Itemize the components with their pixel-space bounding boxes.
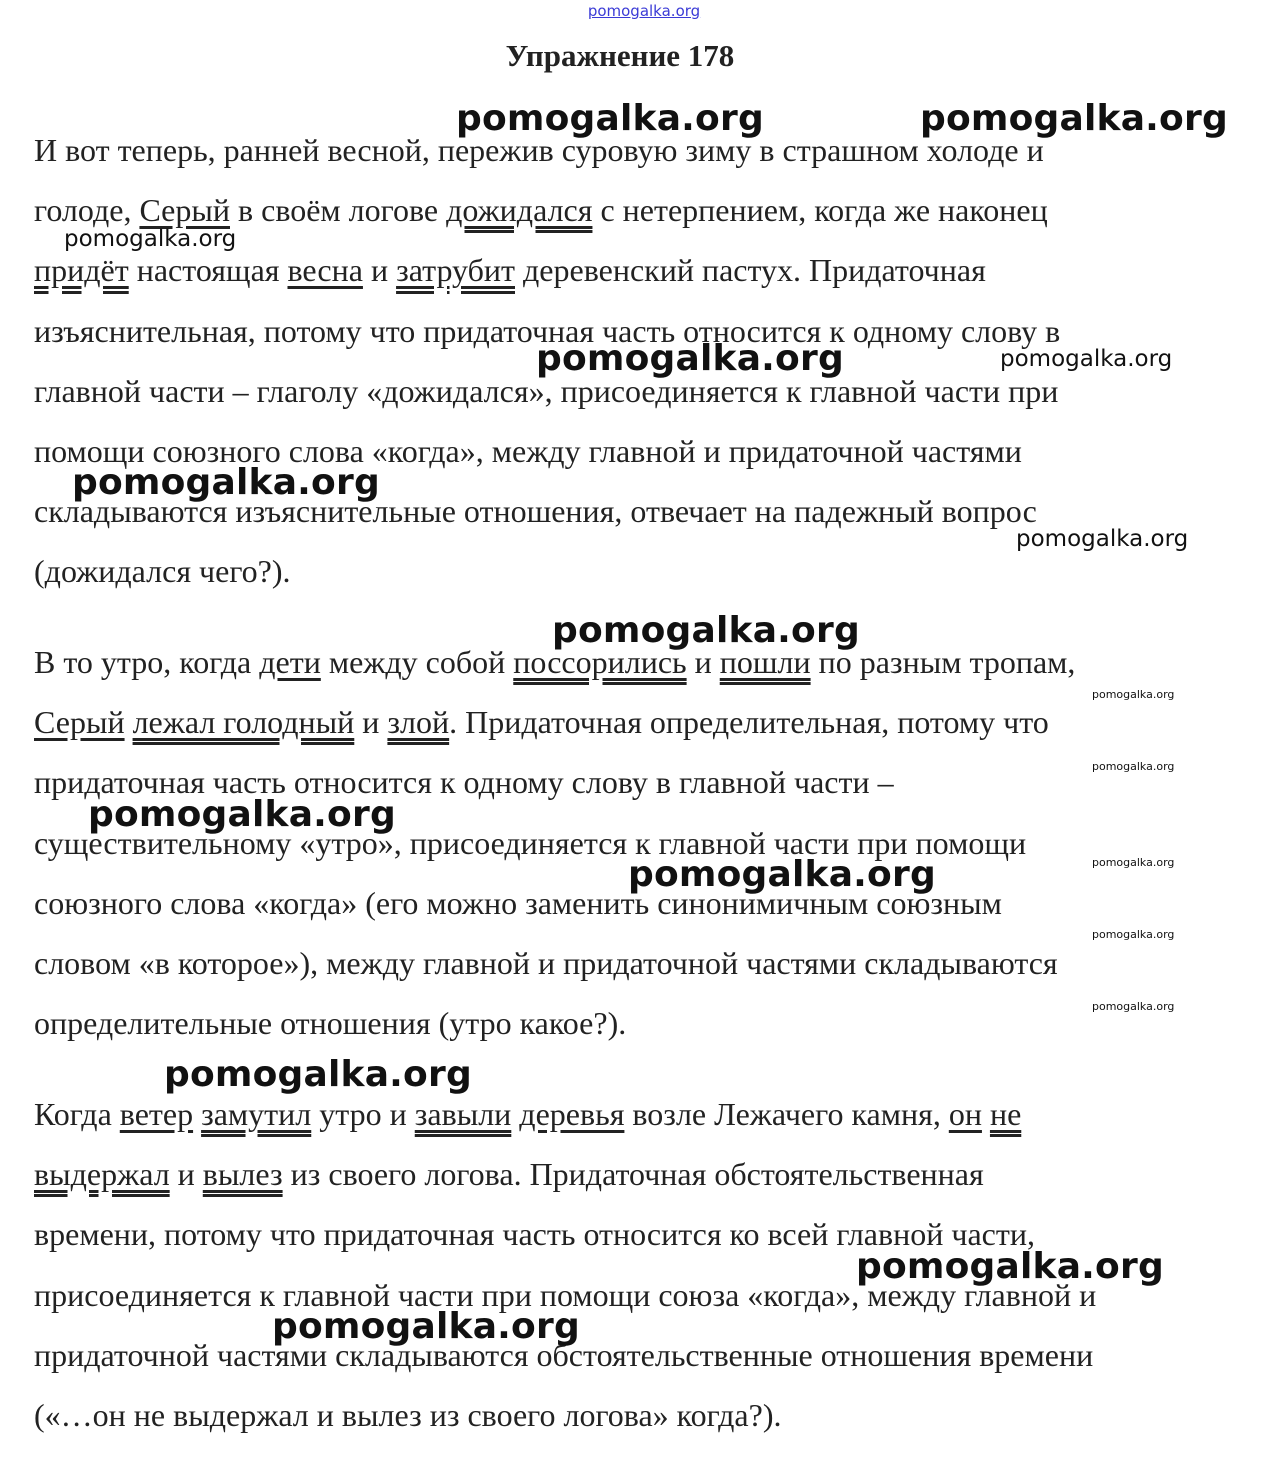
- watermark: pomogalka.org: [72, 462, 380, 503]
- text-span: в своём логове: [230, 192, 447, 229]
- subject-word: весна: [287, 252, 363, 289]
- predicate-word: замутил: [201, 1096, 312, 1132]
- text-span: утро и: [311, 1096, 415, 1132]
- text-line: [34, 1003, 626, 1043]
- text-line: [34, 190, 1048, 230]
- watermark: pomogalka.org: [1000, 346, 1173, 372]
- exercise-title: Упражнение 178: [505, 38, 735, 73]
- subject-word: Серый: [139, 192, 230, 229]
- subject-word: дети: [259, 644, 321, 680]
- text-span: придаточная часть относится к одному слову в главной части –: [34, 764, 894, 801]
- text-span: определительные отношения (утро какое?).: [34, 1005, 627, 1042]
- text-line: [34, 1335, 1093, 1375]
- text-span: существительному «утро», присоединяется к главной части при помощи: [34, 824, 1027, 861]
- text-span: В то утро, когда: [34, 644, 260, 680]
- text-line: [34, 1395, 781, 1435]
- text-span: и: [686, 644, 720, 680]
- subject-word: ветер: [119, 1096, 194, 1132]
- text-span: Когда: [34, 1096, 120, 1132]
- predicate-word: злой: [387, 704, 450, 741]
- text-span: (дожидался чего?).: [34, 553, 291, 590]
- text-span: помощи союзного слова «когда», между главной и придаточной частями: [34, 433, 1022, 469]
- watermark: pomogalka.org: [456, 98, 764, 139]
- text-span: присоединяется к главной части при помощи союза «когда», между главной и: [34, 1276, 1097, 1313]
- text-line: [34, 642, 1075, 682]
- text-line: [34, 311, 1060, 351]
- text-span: придаточной частями складываются обстоятельственные отношения времени: [34, 1336, 1094, 1373]
- text-line: [34, 823, 1026, 863]
- predicate-word: затрубит: [396, 252, 515, 289]
- subject-word: деревья: [519, 1096, 625, 1132]
- text-span: словом «в которое»), между главной и придаточной частями складываются: [34, 945, 1058, 981]
- text-span: главной части – глаголу «дожидался», присоединяется к главной части при: [34, 372, 1059, 409]
- text-line: [34, 250, 986, 290]
- text-span: и: [362, 252, 397, 289]
- text-span: И вот теперь, ранней весной, пережив суровую зиму в страшном холоде и: [34, 132, 1044, 168]
- site-header-link[interactable]: pomogalka.org: [587, 2, 701, 20]
- text-span: по разным тропам,: [810, 644, 1076, 680]
- watermark: pomogalka.org: [1092, 928, 1175, 941]
- text-span: [193, 1096, 201, 1132]
- watermark: pomogalka.org: [628, 854, 936, 895]
- text-span: . Придаточная определительная, потому что: [449, 704, 1049, 741]
- predicate-word: пошли: [719, 644, 811, 680]
- text-span: с нетерпением, когда же наконец: [592, 192, 1048, 229]
- predicate-word: придёт: [34, 252, 129, 289]
- watermark: pomogalka.org: [536, 338, 844, 379]
- watermark: pomogalka.org: [1016, 526, 1189, 552]
- text-span: складываются изъяснительные отношения, отвечает на падежный вопрос: [34, 493, 1037, 530]
- text-line: [34, 130, 1044, 170]
- text-span: («…он не выдержал и вылез из своего логова» когда?).: [34, 1397, 782, 1433]
- watermark: pomogalka.org: [64, 226, 237, 252]
- subject-word: он: [948, 1096, 982, 1132]
- text-line: [34, 1275, 1096, 1315]
- text-line: [34, 1094, 1021, 1134]
- text-span: голоде,: [34, 192, 140, 229]
- text-line: [34, 702, 1049, 742]
- text-span: изъяснительная, потому что придаточная часть относится к одному слову в: [34, 312, 1061, 349]
- text-span: деревенский пастух. Придаточная: [515, 252, 986, 289]
- text-line: [34, 883, 1002, 923]
- predicate-word: завыли: [414, 1096, 512, 1132]
- watermark: pomogalka.org: [88, 794, 396, 835]
- subject-word: Серый: [34, 704, 125, 741]
- watermark: pomogalka.org: [552, 610, 860, 651]
- text-span: [982, 1096, 990, 1132]
- text-line: [34, 371, 1058, 411]
- watermark: pomogalka.org: [1092, 688, 1175, 701]
- watermark: pomogalka.org: [1092, 856, 1175, 869]
- predicate-word: дожидался: [446, 192, 593, 229]
- predicate-word: не: [989, 1096, 1022, 1132]
- predicate-word: лежал голодный: [132, 704, 355, 741]
- text-line: [34, 1214, 1035, 1254]
- text-span: возле Лежачего камня,: [624, 1096, 949, 1132]
- watermark: pomogalka.org: [272, 1306, 580, 1347]
- watermark: pomogalka.org: [1092, 760, 1175, 773]
- watermark: pomogalka.org: [920, 98, 1228, 139]
- text-span: из своего логова. Придаточная обстоятельственная: [282, 1156, 984, 1193]
- text-span: союзного слова «когда» (его можно заменить синонимичным союзным: [34, 884, 1002, 921]
- predicate-word: выдержал: [34, 1156, 170, 1193]
- text-span: времени, потому что придаточная часть относится ко всей главной части,: [34, 1216, 1035, 1253]
- watermark: pomogalka.org: [164, 1054, 472, 1095]
- watermark: pomogalka.org: [856, 1246, 1164, 1287]
- text-span: [125, 704, 133, 740]
- text-line: [34, 762, 894, 802]
- text-line: [34, 943, 1058, 983]
- predicate-word: поссорились: [513, 644, 687, 680]
- predicate-word: вылез: [202, 1156, 283, 1193]
- watermark: pomogalka.org: [1092, 1000, 1175, 1013]
- text-span: и: [169, 1156, 203, 1193]
- text-line: [34, 551, 291, 591]
- text-line: [34, 1154, 984, 1194]
- text-span: и: [354, 704, 388, 741]
- text-line: [34, 491, 1037, 531]
- text-span: настоящая: [128, 252, 288, 289]
- text-line: [34, 431, 1022, 471]
- text-span: между собой: [320, 644, 514, 680]
